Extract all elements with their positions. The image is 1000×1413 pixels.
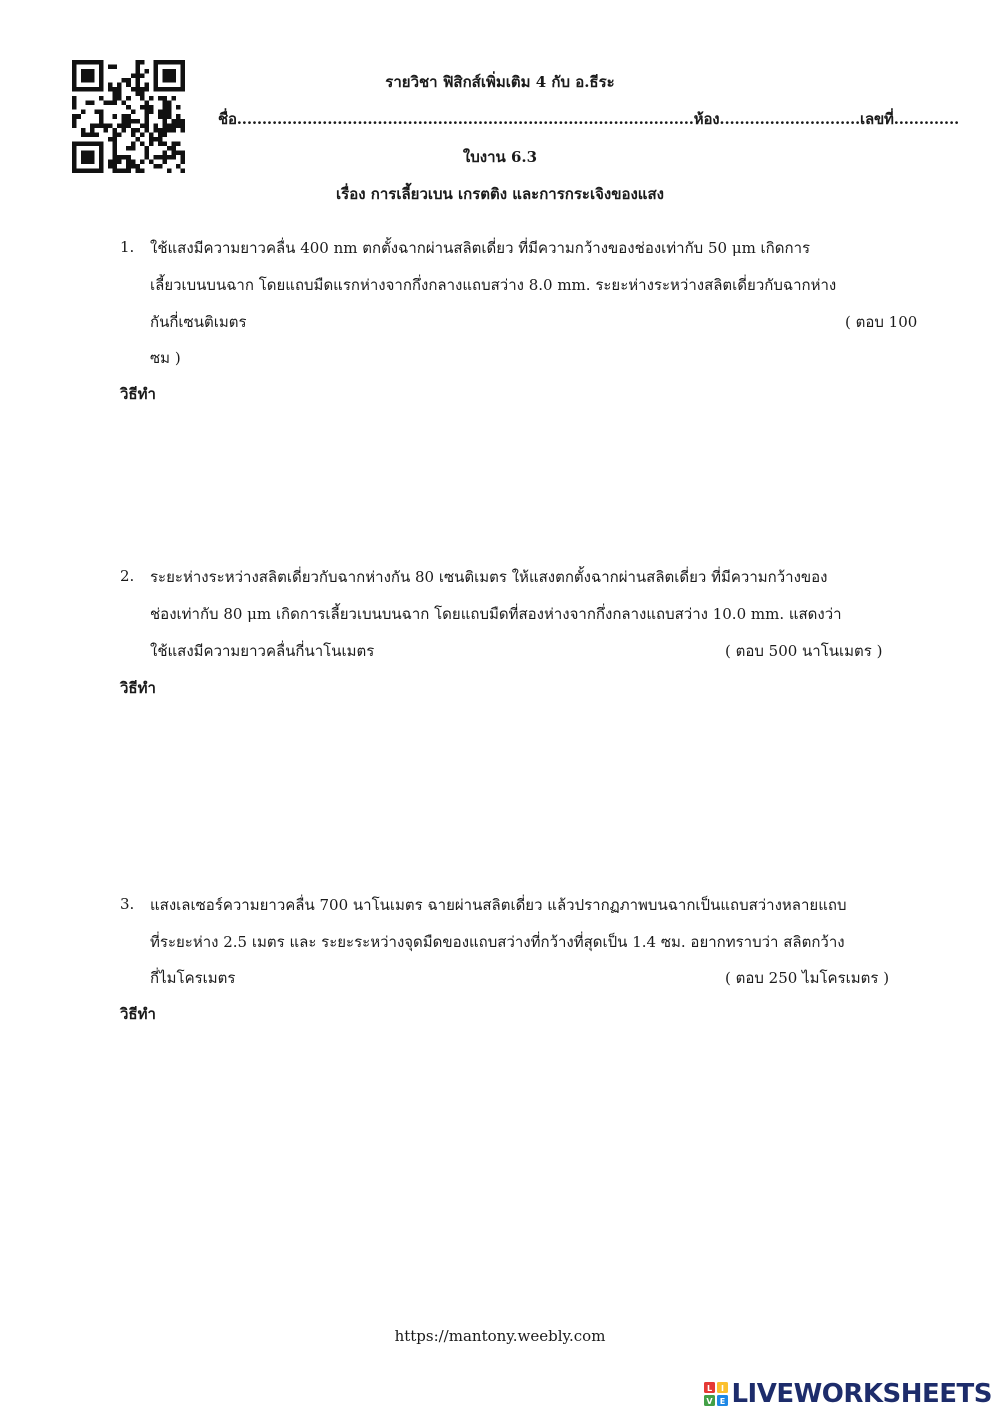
question-text-line: เลี้ยวเบนบนฉาก โดยแถบมืดแรกห่างจากกึ่งกลางแถบสว่าง 8.0 mm. ระยะห่างระหว่างสลิตเดี่ยวกับฉากห่าง bbox=[150, 276, 837, 294]
qr-module bbox=[162, 119, 167, 124]
answer-hint-unit: ซม ) bbox=[150, 349, 181, 367]
answer-hint: ( ตอบ 500 นาโนเมตร ) bbox=[725, 642, 883, 660]
qr-module bbox=[90, 101, 95, 106]
qr-module bbox=[158, 132, 163, 137]
qr-module bbox=[99, 65, 104, 70]
qr-module bbox=[72, 105, 77, 110]
qr-module bbox=[140, 105, 145, 110]
qr-module bbox=[108, 137, 113, 142]
qr-module bbox=[162, 60, 167, 65]
qr-module bbox=[131, 119, 136, 124]
qr-module bbox=[162, 123, 167, 128]
logo-letter: V bbox=[706, 1397, 714, 1406]
qr-module bbox=[72, 168, 77, 173]
qr-module bbox=[95, 123, 100, 128]
qr-module bbox=[162, 101, 167, 106]
qr-module bbox=[113, 137, 118, 142]
qr-module bbox=[81, 128, 86, 133]
qr-module bbox=[131, 132, 136, 137]
qr-module bbox=[126, 123, 131, 128]
answer-hint: ( ตอบ 100 bbox=[845, 313, 918, 331]
qr-module bbox=[140, 168, 145, 173]
qr-module bbox=[95, 110, 100, 115]
qr-module bbox=[72, 123, 77, 128]
answer-hint: ( ตอบ 250 ไมโครเมตร ) bbox=[725, 969, 890, 987]
subject-title: รายวิชา ฟิสิกส์เพิ่มเติม 4 กับ อ.ธีระ bbox=[385, 73, 615, 91]
qr-module bbox=[149, 105, 154, 110]
qr-module bbox=[122, 128, 127, 133]
qr-module bbox=[176, 119, 181, 124]
qr-module bbox=[72, 101, 77, 106]
qr-module bbox=[176, 105, 181, 110]
qr-module bbox=[149, 132, 154, 137]
qr-module bbox=[72, 114, 77, 119]
qr-module bbox=[171, 96, 176, 101]
question-text-line: กี่ไมโครเมตร bbox=[150, 969, 236, 987]
qr-module bbox=[167, 114, 172, 119]
qr-module bbox=[144, 114, 149, 119]
qr-module bbox=[167, 123, 172, 128]
qr-module bbox=[77, 60, 82, 65]
qr-module bbox=[149, 110, 154, 115]
qr-module bbox=[99, 60, 104, 65]
question-text-line: ใช้แสงมีความยาวคลื่น 400 nm ตกตั้งฉากผ่านสลิตเดี่ยว ที่มีความกว้างของช่องเท่ากับ 50 μm เกิดการ bbox=[150, 239, 811, 257]
qr-module bbox=[72, 60, 77, 65]
qr-module bbox=[72, 96, 77, 101]
qr-module bbox=[108, 65, 113, 70]
question-number: 3. bbox=[120, 895, 135, 913]
qr-module bbox=[167, 110, 172, 115]
qr-module bbox=[90, 123, 95, 128]
qr-module bbox=[144, 128, 149, 133]
logo-letter: E bbox=[720, 1397, 726, 1406]
qr-module bbox=[86, 101, 91, 106]
qr-module bbox=[176, 114, 181, 119]
qr-module bbox=[86, 60, 91, 65]
qr-module bbox=[180, 123, 185, 128]
question-text-line: แสงเลเซอร์ความยาวคลื่น 700 นาโนเมตร ฉายผ่านสลิตเดี่ยว แล้วปรากฏภาพบนฉากเป็นแถบสว่างหลายแถบ bbox=[150, 896, 847, 914]
question-text-line: ใช้แสงมีความยาวคลื่นกี่นาโนเมตร bbox=[150, 642, 375, 660]
qr-module bbox=[135, 65, 140, 70]
qr-module bbox=[81, 132, 86, 137]
qr-module bbox=[104, 128, 109, 133]
qr-module bbox=[131, 128, 136, 133]
qr-module bbox=[126, 168, 131, 173]
qr-module bbox=[135, 60, 140, 65]
qr-module bbox=[144, 110, 149, 115]
qr-module bbox=[104, 101, 109, 106]
qr-module bbox=[86, 132, 91, 137]
qr-module bbox=[108, 101, 113, 106]
qr-module bbox=[95, 168, 100, 173]
worksheet-number: ใบงาน 6.3 bbox=[462, 148, 538, 166]
qr-module bbox=[117, 132, 122, 137]
qr-module bbox=[167, 60, 172, 65]
qr-module bbox=[140, 60, 145, 65]
qr-module bbox=[171, 123, 176, 128]
qr-module bbox=[149, 137, 154, 142]
qr-module bbox=[90, 60, 95, 65]
qr-module bbox=[99, 168, 104, 173]
qr-module bbox=[180, 128, 185, 133]
qr-module bbox=[162, 128, 167, 133]
qr-module bbox=[90, 168, 95, 173]
logo-letter: L bbox=[707, 1384, 713, 1393]
qr-module bbox=[171, 60, 176, 65]
qr-module bbox=[113, 101, 118, 106]
qr-module bbox=[167, 101, 172, 106]
qr-module bbox=[99, 110, 104, 115]
qr-module bbox=[113, 128, 118, 133]
qr-module bbox=[126, 119, 131, 124]
qr-module bbox=[99, 114, 104, 119]
qr-module bbox=[144, 105, 149, 110]
qr-module bbox=[176, 60, 181, 65]
qr-module bbox=[180, 168, 185, 173]
qr-module bbox=[180, 65, 185, 70]
qr-module bbox=[122, 168, 127, 173]
qr-module bbox=[153, 128, 158, 133]
qr-module bbox=[140, 132, 145, 137]
qr-module bbox=[117, 168, 122, 173]
qr-module bbox=[99, 119, 104, 124]
qr-module bbox=[122, 101, 127, 106]
qr-module bbox=[144, 101, 149, 106]
qr-module bbox=[167, 168, 172, 173]
qr-module bbox=[158, 60, 163, 65]
qr-module bbox=[153, 65, 158, 70]
qr-module bbox=[126, 96, 131, 101]
qr-module bbox=[135, 128, 140, 133]
qr-module bbox=[81, 168, 86, 173]
qr-module bbox=[167, 128, 172, 133]
qr-module bbox=[149, 96, 154, 101]
method-label: วิธีทำ bbox=[120, 1005, 156, 1023]
qr-module bbox=[90, 132, 95, 137]
qr-module bbox=[140, 123, 145, 128]
name-field-line: ชื่อ...........................................................................................ห้อง............................เลขที่............. bbox=[218, 110, 959, 128]
qr-module bbox=[135, 137, 140, 142]
qr-module bbox=[158, 114, 163, 119]
qr-module bbox=[180, 60, 185, 65]
qr-module bbox=[171, 119, 176, 124]
worksheet-topic: เรื่อง การเลี้ยวเบน เกรตติง และการกระเจิงของแสง bbox=[336, 185, 664, 203]
liveworksheets-logo[interactable] bbox=[704, 1380, 992, 1408]
logo-letter: I bbox=[721, 1384, 725, 1393]
qr-module bbox=[135, 119, 140, 124]
question-text-line: ช่องเท่ากับ 80 μm เกิดการเลี้ยวเบนบนฉาก โดยแถบมืดที่สองห่างจากกึ่งกลางแถบสว่าง 10.0 mm. แสดงว่า bbox=[150, 605, 842, 623]
qr-module bbox=[113, 168, 118, 173]
qr-module bbox=[158, 137, 163, 142]
qr-module bbox=[95, 132, 100, 137]
qr-module bbox=[77, 168, 82, 173]
qr-module bbox=[176, 123, 181, 128]
qr-module bbox=[95, 60, 100, 65]
question-text-line: ที่ระยะห่าง 2.5 เมตร และ ระยะระหว่างจุดมืดของแถบสว่างที่กว้างที่สุดเป็น 1.4 ซม. อยากทราบว่า สลิตกว้าง bbox=[150, 933, 845, 951]
qr-module bbox=[180, 119, 185, 124]
qr-module bbox=[122, 119, 127, 124]
qr-module bbox=[140, 96, 145, 101]
qr-module bbox=[77, 114, 82, 119]
qr-module bbox=[162, 132, 167, 137]
qr-module bbox=[162, 96, 167, 101]
qr-module bbox=[162, 110, 167, 115]
qr-module bbox=[126, 114, 131, 119]
qr-module bbox=[153, 60, 158, 65]
qr-module bbox=[81, 110, 86, 115]
footer-url[interactable]: https://mantony.weebly.com bbox=[394, 1327, 606, 1345]
method-label: วิธีทำ bbox=[120, 385, 156, 403]
method-label: วิธีทำ bbox=[120, 679, 156, 697]
liveworksheets-logo-icon bbox=[704, 1382, 728, 1406]
qr-module bbox=[153, 137, 158, 142]
question-number: 1. bbox=[120, 238, 135, 256]
qr-module bbox=[117, 96, 122, 101]
qr-module bbox=[158, 128, 163, 133]
qr-module bbox=[158, 96, 163, 101]
qr-module bbox=[162, 105, 167, 110]
qr-module bbox=[86, 168, 91, 173]
qr-module bbox=[72, 65, 77, 70]
qr-module bbox=[126, 105, 131, 110]
qr-module bbox=[162, 114, 167, 119]
qr-module bbox=[158, 110, 163, 115]
qr-module bbox=[99, 96, 104, 101]
qr-module bbox=[144, 123, 149, 128]
qr-module bbox=[153, 123, 158, 128]
qr-module bbox=[131, 110, 136, 115]
question-text-line: กันกี่เซนติเมตร bbox=[150, 313, 247, 331]
qr-module bbox=[81, 60, 86, 65]
question-number: 2. bbox=[120, 567, 135, 585]
liveworksheets-brand-text: LIVEWORKSHEETS bbox=[731, 1379, 992, 1409]
qr-module bbox=[171, 128, 176, 133]
qr-module bbox=[113, 65, 118, 70]
qr-module bbox=[113, 114, 118, 119]
qr-module bbox=[72, 119, 77, 124]
qr-module bbox=[117, 123, 122, 128]
qr-module bbox=[99, 123, 104, 128]
qr-module bbox=[113, 96, 118, 101]
qr-module bbox=[113, 132, 118, 137]
qr-module bbox=[122, 123, 127, 128]
qr-module bbox=[144, 119, 149, 124]
qr-module bbox=[167, 105, 172, 110]
qr-module bbox=[90, 128, 95, 133]
qr-module bbox=[108, 123, 113, 128]
question-text-line: ระยะห่างระหว่างสลิตเดี่ยวกับฉากห่างกัน 80 เซนติเมตร ให้แสงตกตั้งฉากผ่านสลิตเดี่ยว ที่มีความกว้างของ bbox=[150, 568, 828, 586]
qr-module bbox=[135, 168, 140, 173]
qr-module bbox=[104, 123, 109, 128]
qr-module bbox=[122, 114, 127, 119]
